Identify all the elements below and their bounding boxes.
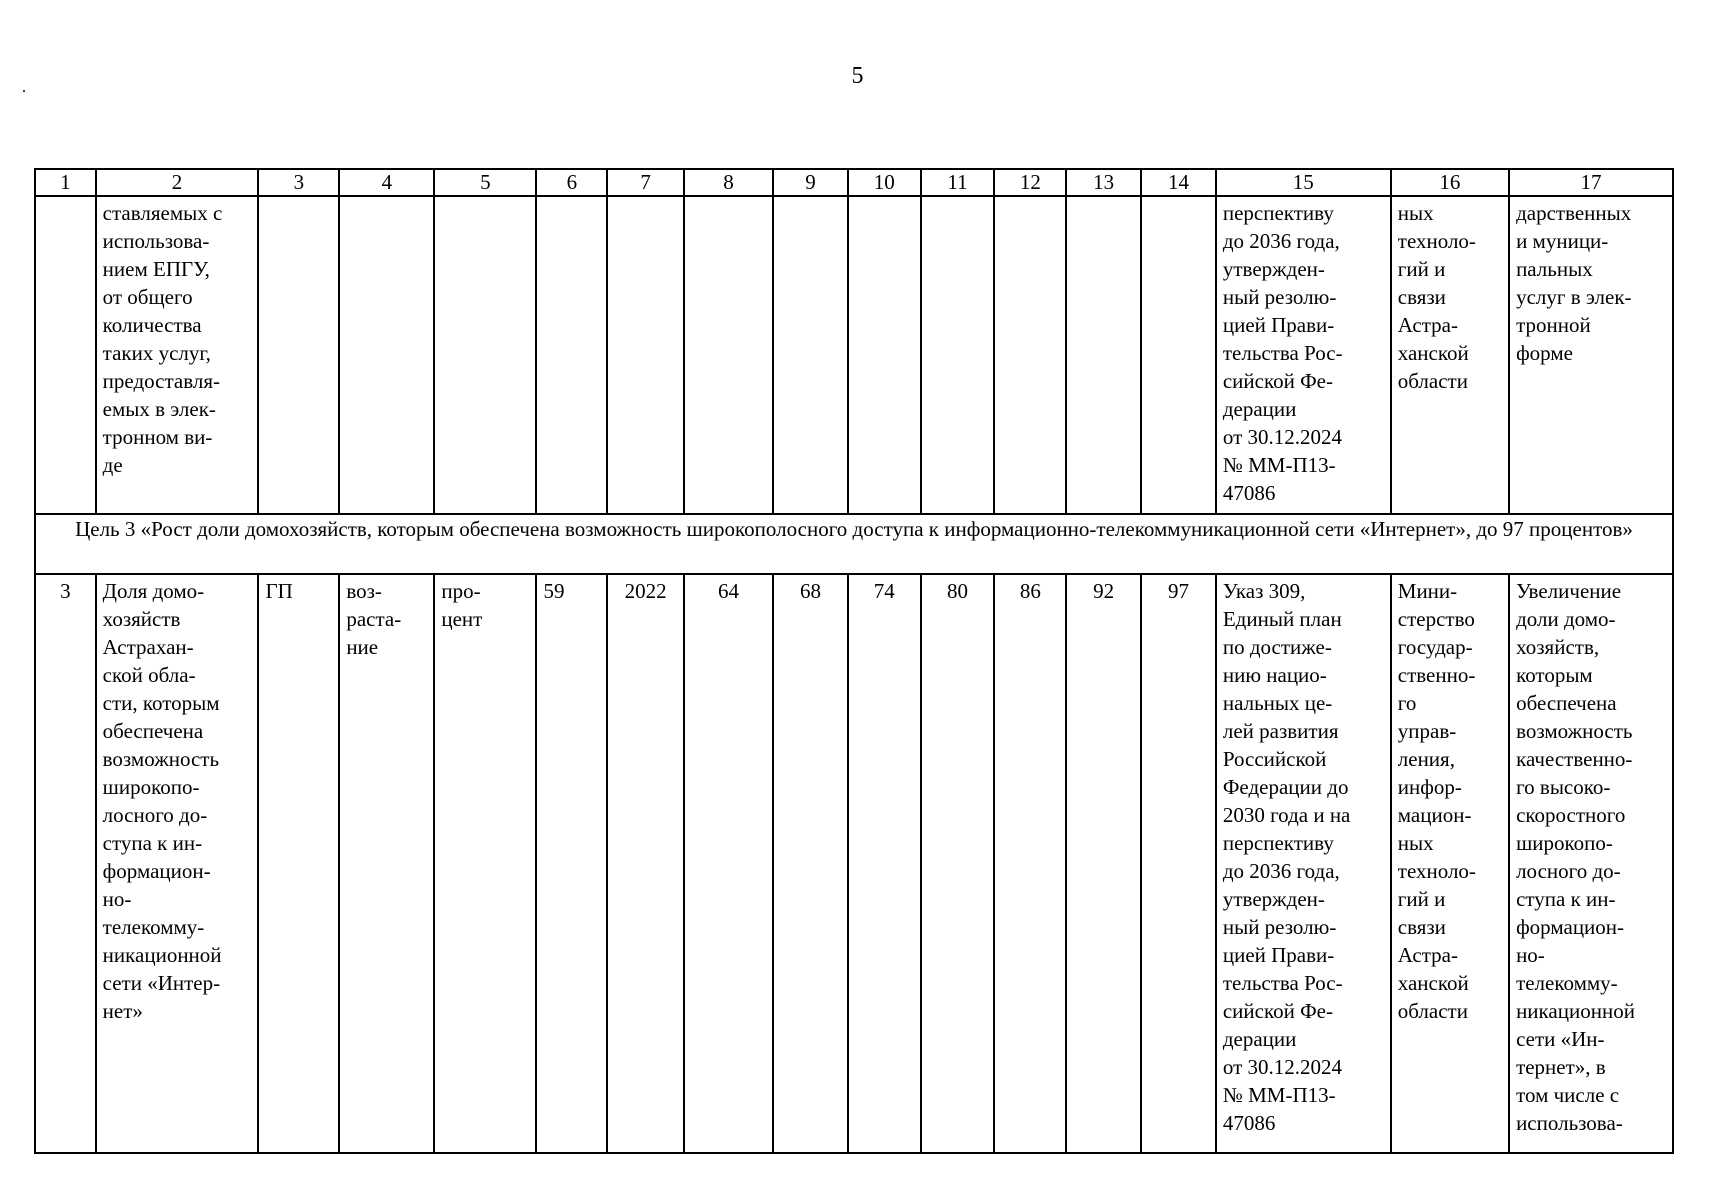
cell-line: цией Прави- [1222,313,1335,337]
cell-line: никационной [102,943,222,967]
cell-line: 47086 [1222,481,1276,505]
cell-line: возможность [1516,719,1633,743]
cell-line: обеспечена [102,719,204,743]
table-cell [994,196,1066,514]
header-row [35,169,1673,196]
cell-line: дерации [1222,1027,1297,1051]
cell-line: дерации [1222,397,1297,421]
cell-line: телекомму- [1516,971,1618,995]
trend-cell [339,574,434,1153]
result-cell [1509,574,1673,1153]
table-cell [434,196,536,514]
cell-line: скоростного [1516,803,1626,827]
table-cell [258,196,339,514]
unit-cell [434,574,536,1153]
cell-line: 2030 года и на [1222,803,1351,827]
cell-line: тронном ви- [102,425,213,449]
cell-line: использова- [102,229,210,253]
cell-line: широкопо- [102,775,200,799]
cell-line: до 2036 года, [1222,229,1340,253]
header-cell: 1 [35,169,96,196]
table-cell [607,196,684,514]
table-cell [773,196,848,514]
indicator-name-cell [96,196,259,514]
header-cell: 12 [994,169,1066,196]
header-cell: 14 [1141,169,1216,196]
cell-line: ления, [1397,747,1455,771]
table-cell [684,196,773,514]
table-cell [921,196,995,514]
cell-line: нет» [102,999,143,1023]
cell-line: ный резолю- [1222,285,1337,309]
cell-line: цент [441,607,483,631]
cell-line: сети «Ин- [1516,1027,1605,1051]
cell-line: которым [1516,663,1593,687]
cell-line: утвержден- [1222,887,1325,911]
cell-line: никационной [1516,999,1635,1023]
cell-line: го высоко- [1516,775,1611,799]
cell-line: телекомму- [102,915,205,939]
cell-line: техноло- [1397,229,1476,253]
cell-line: лосного до- [102,803,208,827]
table-cell [339,196,434,514]
indicator-name-cell [96,574,259,1153]
cell-line: нию нацио- [1222,663,1327,687]
cell-line: тронной [1516,313,1591,337]
cell-line: ступа к ин- [102,831,203,855]
cell-line: связи [1397,285,1446,309]
value-cell: 68 [773,574,848,1153]
row-number-cell: 3 [35,574,96,1153]
cell-line: от 30.12.2024 [1222,1055,1342,1079]
header-cell: 7 [607,169,684,196]
header-cell: 10 [848,169,921,196]
cell-line: 47086 [1222,1111,1276,1135]
cell-line: перспективу [1222,201,1334,225]
cell-line: Астра- [1397,313,1458,337]
table-cell [1066,196,1141,514]
cell-line: ных [1397,201,1434,225]
table-row-3 [35,574,1673,1153]
cell-line: де [102,453,123,477]
cell-line: таких услуг, [102,341,211,365]
cell-line: Доля домо- [102,579,205,603]
scan-speck [23,90,25,92]
cell-line: от общего [102,285,193,309]
cell-line: ханской [1397,341,1469,365]
header-cell: 17 [1509,169,1673,196]
header-cell: 16 [1391,169,1509,196]
table-cell [536,196,607,514]
cell-line: тельства Рос- [1222,971,1343,995]
cell-line: от 30.12.2024 [1222,425,1342,449]
goal-row [35,514,1673,574]
cell-line: Российской [1222,747,1327,771]
header-cell: 5 [434,169,536,196]
cell-line: государ- [1397,635,1473,659]
table-cell [1141,196,1216,514]
header-cell: 6 [536,169,607,196]
cell-line: том числе с [1516,1083,1620,1107]
cell-line: хозяйств [102,607,181,631]
cell-line: количества [102,313,202,337]
document-basis-cell [1216,574,1391,1153]
value-cell: 64 [684,574,773,1153]
header-cell: 4 [339,169,434,196]
cell-line: про- [441,579,481,603]
cell-line: ханской [1397,971,1469,995]
cell-line: но- [1516,943,1545,967]
header-cell: 8 [684,169,773,196]
value-cell: 86 [994,574,1066,1153]
cell-line: качественно- [1516,747,1633,771]
cell-line: гий и [1397,887,1446,911]
cell-line: пальных [1516,257,1593,281]
header-cell: 15 [1216,169,1391,196]
cell-line: сийской Фе- [1222,369,1333,393]
cell-line: мацион- [1397,803,1472,827]
cell-line: и муници- [1516,229,1609,253]
cell-line: Единый план [1222,607,1342,631]
cell-line: хозяйств, [1516,635,1600,659]
cell-line: форме [1516,341,1573,365]
cell-line: го [1397,691,1417,715]
cell-line: лосного до- [1516,859,1621,883]
cell-line: управ- [1397,719,1457,743]
cell-line: № ММ-П13- [1222,453,1336,477]
cell-line: области [1397,999,1468,1023]
cell-line: сти, которым [102,691,220,715]
cell-line: ступа к ин- [1516,887,1616,911]
header-cell: 11 [921,169,995,196]
cell-line: формацион- [1516,915,1625,939]
cell-line: ние [346,635,379,659]
cell-line: связи [1397,915,1446,939]
cell-line: № ММ-П13- [1222,1083,1336,1107]
value-cell: 74 [848,574,921,1153]
base-value-cell: 59 [536,574,607,1153]
cell-line: тернет», в [1516,1055,1606,1079]
cell-line: тельства Рос- [1222,341,1343,365]
goal-text: Цель 3 «Рост доли домохозяйств, которым обеспечена возможность широкополосного доступа к информационно-телекоммуникационной сети «Интернет», до 97 процентов» [35,514,1673,574]
cell-line: Астрахан- [102,635,194,659]
value-cell: 80 [921,574,995,1153]
indicators-table [34,168,1674,1154]
cell-line: Федерации до [1222,775,1349,799]
level-cell: ГП [258,574,339,1153]
cell-line: воз- [346,579,382,603]
table-row-continuation [35,196,1673,514]
cell-line: инфор- [1397,775,1462,799]
cell-line: сийской Фе- [1222,999,1333,1023]
responsible-cell [1391,196,1509,514]
responsible-cell [1391,574,1509,1153]
cell-line: ный резолю- [1222,915,1337,939]
cell-line: гий и [1397,257,1446,281]
cell-line: обеспечена [1516,691,1617,715]
base-year-cell: 2022 [607,574,684,1153]
cell-line: использова- [1516,1111,1623,1135]
cell-line: ных [1397,831,1434,855]
cell-line: Мини- [1397,579,1458,603]
cell-line: лей развития [1222,719,1339,743]
table-cell [35,196,96,514]
page-number: 5 [851,63,864,89]
cell-line: Астра- [1397,943,1458,967]
cell-line: перспективу [1222,831,1334,855]
cell-line: доли домо- [1516,607,1616,631]
cell-line: услуг в элек- [1516,285,1632,309]
table-cell [848,196,921,514]
cell-line: цией Прави- [1222,943,1335,967]
cell-line: ской обла- [102,663,196,687]
cell-line: раста- [346,607,402,631]
cell-line: до 2036 года, [1222,859,1340,883]
cell-line: сети «Интер- [102,971,221,995]
document-basis-cell [1216,196,1391,514]
cell-line: предоставля- [102,369,220,393]
header-cell: 13 [1066,169,1141,196]
cell-line: нием ЕПГУ, [102,257,210,281]
cell-line: по достиже- [1222,635,1332,659]
cell-line: нальных це- [1222,691,1333,715]
cell-line: утвержден- [1222,257,1325,281]
header-cell: 3 [258,169,339,196]
cell-line: области [1397,369,1468,393]
result-cell [1509,196,1673,514]
value-cell: 97 [1141,574,1216,1153]
cell-line: формацион- [102,859,211,883]
cell-line: дарственных [1516,201,1632,225]
cell-line: стерство [1397,607,1475,631]
cell-line: Указ 309, [1222,579,1306,603]
cell-line: широкопо- [1516,831,1613,855]
cell-line: емых в элек- [102,397,216,421]
header-cell: 2 [96,169,259,196]
cell-line: ставляемых с [102,201,223,225]
header-cell: 9 [773,169,848,196]
cell-line: ственно- [1397,663,1476,687]
cell-line: Увеличение [1516,579,1622,603]
cell-line: но- [102,887,132,911]
cell-line: техноло- [1397,859,1476,883]
cell-line: возможность [102,747,220,771]
value-cell: 92 [1066,574,1141,1153]
